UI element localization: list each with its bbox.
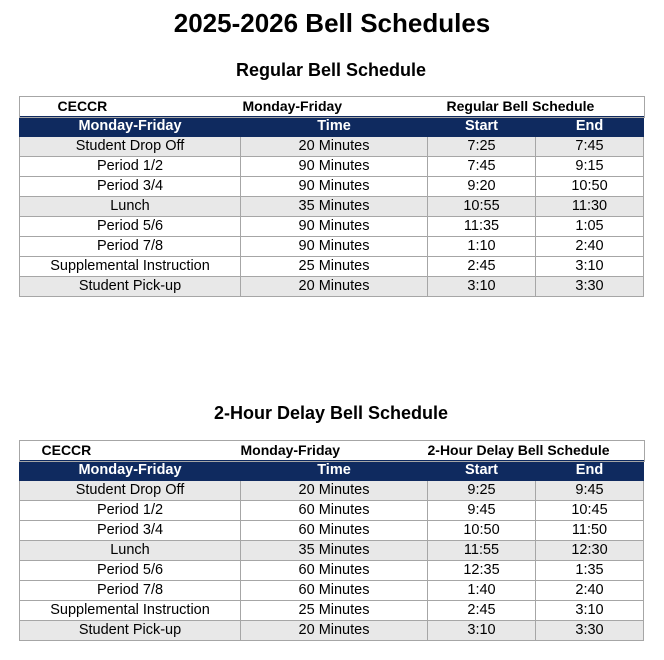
duration-cell: 60 Minutes <box>241 501 428 521</box>
delay-header-period: Monday-Friday <box>20 461 241 481</box>
end-cell: 10:45 <box>536 501 644 521</box>
duration-cell: 60 Minutes <box>241 521 428 541</box>
end-cell: 2:40 <box>536 581 644 601</box>
regular-header-period: Monday-Friday <box>20 117 241 137</box>
delay-schedule-table <box>19 441 644 641</box>
period-cell: Period 3/4 <box>20 177 241 197</box>
table-row <box>20 277 644 297</box>
period-cell: Lunch <box>20 541 241 561</box>
start-cell: 10:55 <box>428 197 536 217</box>
start-cell: 1:40 <box>428 581 536 601</box>
period-cell: Period 1/2 <box>20 157 241 177</box>
start-cell: 12:35 <box>428 561 536 581</box>
end-cell: 3:30 <box>536 621 644 641</box>
end-cell: 12:30 <box>536 541 644 561</box>
table-row <box>20 481 644 501</box>
regular-header-time: Time <box>241 117 428 137</box>
start-cell: 7:45 <box>428 157 536 177</box>
period-cell: Period 5/6 <box>20 561 241 581</box>
duration-cell: 90 Minutes <box>241 217 428 237</box>
duration-cell: 35 Minutes <box>241 197 428 217</box>
regular-header-start: Start <box>428 117 536 137</box>
end-cell: 1:05 <box>536 217 644 237</box>
delay-header-time: Time <box>241 461 428 481</box>
table-row <box>20 541 644 561</box>
end-cell: 9:15 <box>536 157 644 177</box>
regular-header-end: End <box>536 117 644 137</box>
table-row <box>20 177 644 197</box>
end-cell: 9:45 <box>536 481 644 501</box>
end-cell: 11:30 <box>536 197 644 217</box>
duration-cell: 90 Minutes <box>241 157 428 177</box>
start-cell: 10:50 <box>428 521 536 541</box>
start-cell: 7:25 <box>428 137 536 157</box>
table-row <box>20 197 644 217</box>
duration-cell: 60 Minutes <box>241 581 428 601</box>
start-cell: 9:45 <box>428 501 536 521</box>
end-cell: 11:50 <box>536 521 644 541</box>
table-row <box>20 217 644 237</box>
regular-meta-row <box>20 97 644 117</box>
delay-meta-school: CECCR <box>20 441 241 461</box>
table-row <box>20 561 644 581</box>
start-cell: 2:45 <box>428 257 536 277</box>
end-cell: 2:40 <box>536 237 644 257</box>
table-row <box>20 601 644 621</box>
delay-header-row <box>20 461 644 481</box>
start-cell: 9:20 <box>428 177 536 197</box>
period-cell: Supplemental Instruction <box>20 601 241 621</box>
table-row <box>20 581 644 601</box>
start-cell: 1:10 <box>428 237 536 257</box>
period-cell: Period 5/6 <box>20 217 241 237</box>
regular-schedule-title: Regular Bell Schedule <box>235 60 427 80</box>
delay-meta-days: Monday-Friday <box>241 441 428 461</box>
table-row <box>20 621 644 641</box>
table-row <box>20 137 644 157</box>
end-cell: 1:35 <box>536 561 644 581</box>
duration-cell: 90 Minutes <box>241 177 428 197</box>
regular-meta-days: Monday-Friday <box>241 97 428 117</box>
table-row <box>20 257 644 277</box>
duration-cell: 20 Minutes <box>241 277 428 297</box>
start-cell: 3:10 <box>428 277 536 297</box>
duration-cell: 60 Minutes <box>241 561 428 581</box>
start-cell: 11:35 <box>428 217 536 237</box>
duration-cell: 90 Minutes <box>241 237 428 257</box>
delay-header-end: End <box>536 461 644 481</box>
period-cell: Supplemental Instruction <box>20 257 241 277</box>
start-cell: 11:55 <box>428 541 536 561</box>
period-cell: Period 1/2 <box>20 501 241 521</box>
duration-cell: 20 Minutes <box>241 621 428 641</box>
start-cell: 9:25 <box>428 481 536 501</box>
start-cell: 3:10 <box>428 621 536 641</box>
table-row <box>20 521 644 541</box>
page-title: 2025-2026 Bell Schedules <box>173 8 491 38</box>
duration-cell: 25 Minutes <box>241 257 428 277</box>
table-row <box>20 501 644 521</box>
end-cell: 10:50 <box>536 177 644 197</box>
end-cell: 3:30 <box>536 277 644 297</box>
delay-schedule-title: 2-Hour Delay Bell Schedule <box>213 403 449 423</box>
end-cell: 3:10 <box>536 601 644 621</box>
period-cell: Student Pick-up <box>20 621 241 641</box>
period-cell: Period 7/8 <box>20 581 241 601</box>
regular-meta-label: Regular Bell Schedule <box>428 97 644 117</box>
regular-schedule-table <box>19 97 644 297</box>
regular-meta-school: CECCR <box>20 97 241 117</box>
end-cell: 3:10 <box>536 257 644 277</box>
period-cell: Student Drop Off <box>20 137 241 157</box>
duration-cell: 20 Minutes <box>241 137 428 157</box>
delay-meta-label: 2-Hour Delay Bell Schedule <box>428 441 644 461</box>
period-cell: Lunch <box>20 197 241 217</box>
end-cell: 7:45 <box>536 137 644 157</box>
delay-meta-row <box>20 441 644 461</box>
table-row <box>20 237 644 257</box>
table-row <box>20 157 644 177</box>
period-cell: Student Drop Off <box>20 481 241 501</box>
duration-cell: 35 Minutes <box>241 541 428 561</box>
period-cell: Student Pick-up <box>20 277 241 297</box>
regular-header-row <box>20 117 644 137</box>
duration-cell: 25 Minutes <box>241 601 428 621</box>
duration-cell: 20 Minutes <box>241 481 428 501</box>
delay-header-start: Start <box>428 461 536 481</box>
period-cell: Period 3/4 <box>20 521 241 541</box>
start-cell: 2:45 <box>428 601 536 621</box>
period-cell: Period 7/8 <box>20 237 241 257</box>
